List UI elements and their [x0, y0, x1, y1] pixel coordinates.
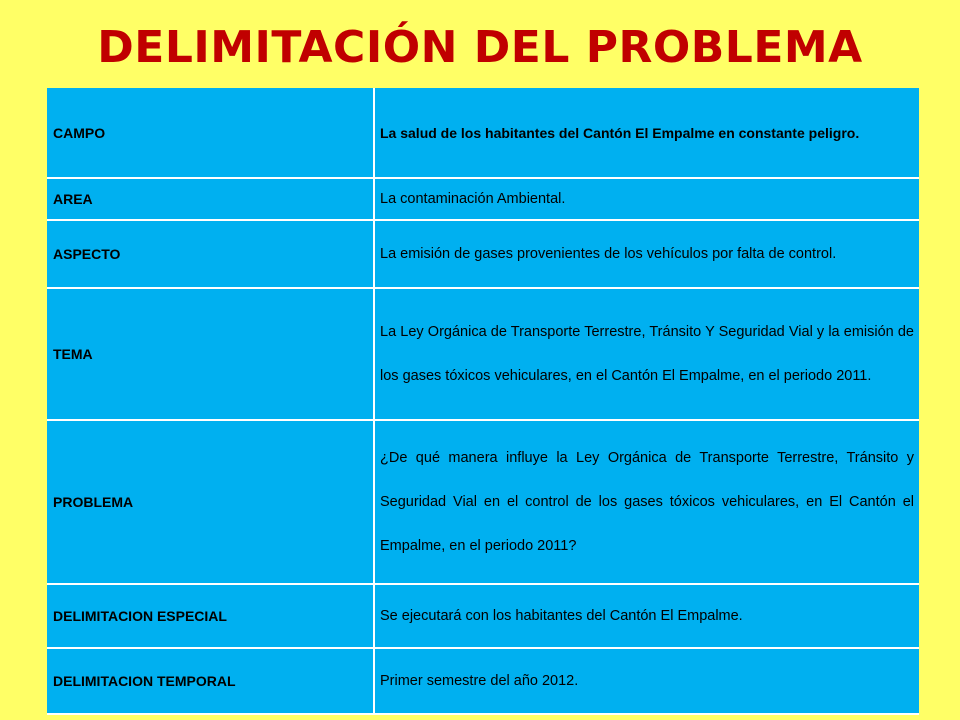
delimitation-table [47, 88, 919, 715]
row-label-problema: PROBLEMA [47, 420, 374, 584]
row-label-delimitacion-especial: DELIMITACION ESPECIAL [47, 584, 374, 648]
table-row [47, 648, 919, 714]
row-value-area: La contaminación Ambiental. [374, 178, 919, 220]
row-value-delimitacion-especial: Se ejecutará con los habitantes del Cantón El Empalme. [374, 584, 919, 648]
table-row [47, 288, 919, 420]
table-row [47, 584, 919, 648]
row-value-delimitacion-temporal: Primer semestre del año 2012. [374, 648, 919, 714]
row-value-problema: ¿De qué manera influye la Ley Orgánica de Transporte Terrestre, Tránsito y Seguridad Vial en el control de los gases tóxicos vehiculares, en El Cantón el Empalme, en el periodo 2011? [374, 420, 919, 584]
row-label-campo: CAMPO [47, 88, 374, 178]
table-row [47, 88, 919, 178]
row-label-tema: TEMA [47, 288, 374, 420]
row-label-aspecto: ASPECTO [47, 220, 374, 288]
row-value-aspecto: La emisión de gases provenientes de los vehículos por falta de control. [374, 220, 919, 288]
row-label-delimitacion-temporal: DELIMITACION TEMPORAL [47, 648, 374, 714]
table-row [47, 420, 919, 584]
table-row [47, 220, 919, 288]
table-row [47, 178, 919, 220]
row-label-area: AREA [47, 178, 374, 220]
row-value-tema: La Ley Orgánica de Transporte Terrestre, Tránsito Y Seguridad Vial y la emisión de los gases tóxicos vehiculares, en el Cantón El Empalme, en el periodo 2011. [374, 288, 919, 420]
row-value-campo: La salud de los habitantes del Cantón El Empalme en constante peligro. [374, 88, 919, 178]
page-title: DELIMITACIÓN DEL PROBLEMA [97, 22, 863, 73]
